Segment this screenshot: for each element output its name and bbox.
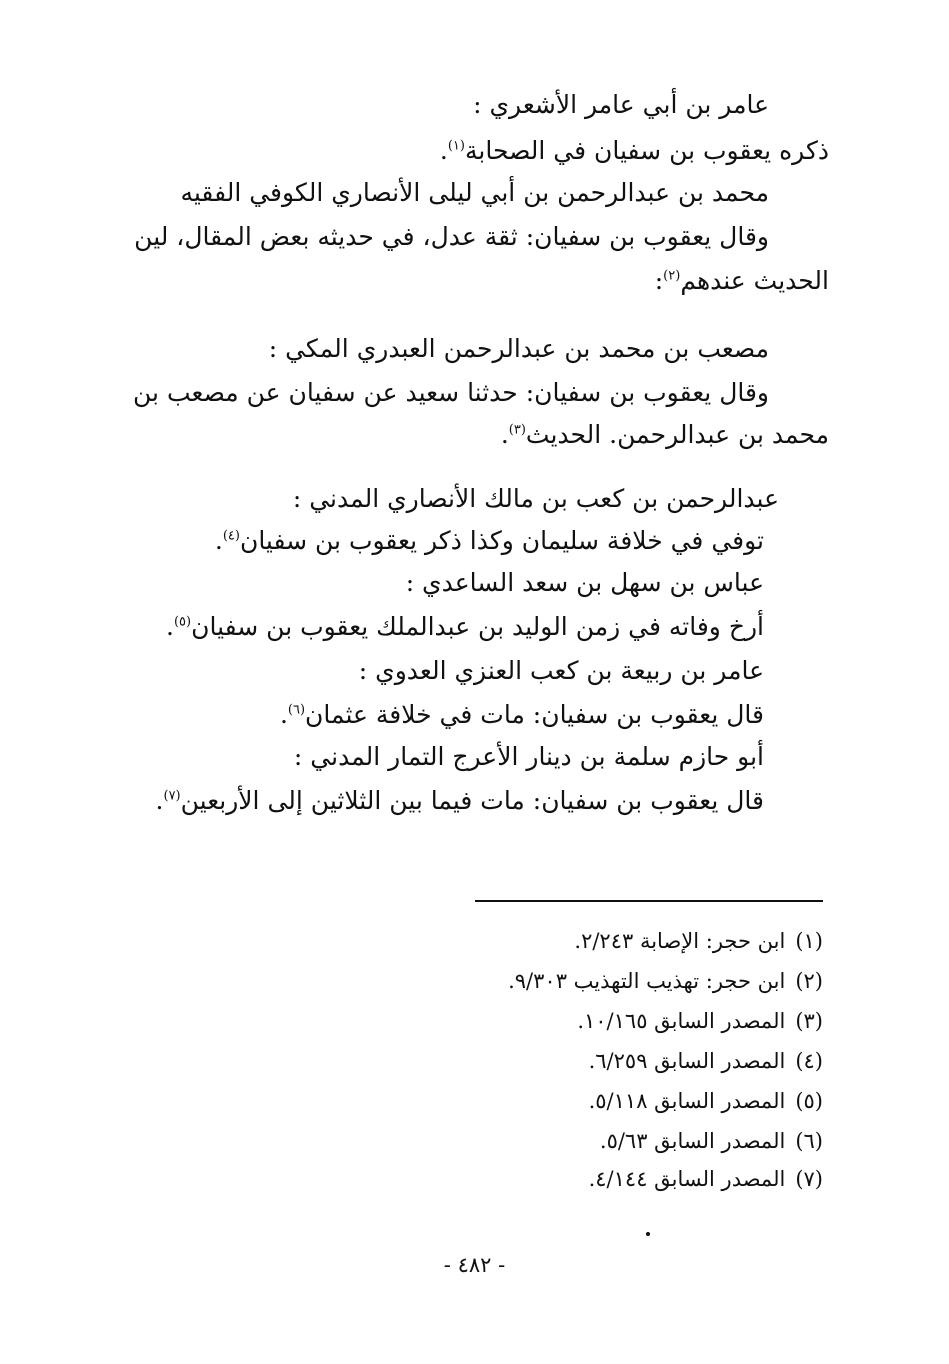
footnote-separator: [475, 900, 823, 902]
body-line: [501, 418, 829, 452]
footnote-number: (٢): [795, 969, 823, 993]
footnote-text: ابن حجر: تهذيب التهذيب ٩/٣٠٣.: [508, 969, 786, 993]
footnote-text: المصدر السابق ٥/٦٣.: [599, 1129, 786, 1153]
body-text: وقال يعقوب بن سفيان: ثقة عدل، في حديثه بعض المقال، لين: [134, 222, 769, 251]
footnote-text: المصدر السابق ١٠/١٦٥.: [577, 1009, 786, 1033]
footnote-number: (٧): [795, 1167, 823, 1191]
footnote: [589, 1086, 823, 1116]
body-text: قال يعقوب بن سفيان: مات في خلافة عثمان: [305, 700, 764, 729]
body-line: [134, 220, 769, 254]
footnote-number: (٦): [795, 1129, 823, 1153]
entry-heading: عامر بن ربيعة بن كعب العنزي العدوي :: [358, 656, 764, 685]
body-line: [156, 784, 764, 818]
entry-heading: أبو حازم سلمة بن دينار الأعرج التمار المدني :: [293, 742, 764, 771]
footnote-ref: (٦): [287, 702, 306, 718]
body-text: الحديث عندهم: [680, 266, 829, 295]
body-line: [180, 176, 769, 210]
footnote-text: ابن حجر: الإصابة ٢/٢٤٣.: [574, 929, 786, 953]
page-number: - ٤٨٢ -: [443, 1253, 506, 1277]
entry-heading: مصعب بن محمد بن عبدالرحمن العبدري المكي :: [268, 334, 769, 363]
body-punct: .: [166, 612, 174, 641]
footnote-number: (٥): [795, 1089, 823, 1113]
footnote-number: (٣): [795, 1009, 823, 1033]
footnote: [600, 1126, 823, 1156]
footnote: [508, 966, 823, 996]
body-line: [293, 482, 779, 516]
body-line: [406, 566, 764, 600]
stray-dot: [646, 1232, 650, 1236]
body-line: [269, 332, 769, 366]
body-text: قال يعقوب بن سفيان: مات فيما بين الثلاثين إلى الأربعين: [180, 786, 764, 815]
body-text: توفي في خلافة سليمان وكذا ذكر يعقوب بن سفيان: [239, 526, 764, 555]
body-line: [166, 610, 764, 644]
body-line: [359, 654, 764, 688]
body-line: [655, 264, 829, 298]
entry-heading: محمد بن عبدالرحمن بن أبي ليلى الأنصاري الكوفي الفقيه: [180, 178, 769, 207]
entry-heading: عامر بن أبي عامر الأشعري :: [473, 90, 769, 119]
footnote-ref: (٧): [163, 788, 181, 804]
footnote-number: (١): [795, 929, 823, 953]
footnote-text: المصدر السابق ٥/١١٨.: [588, 1089, 786, 1113]
body-line: [294, 740, 764, 774]
body-punct: .: [500, 420, 509, 449]
body-text: أرخ وفاته في زمن الوليد بن عبدالملك يعقوب بن سفيان: [191, 612, 764, 641]
body-line: [440, 134, 829, 168]
body-line: [280, 698, 764, 732]
footnote-text: المصدر السابق ٤/١٤٤.: [588, 1167, 786, 1191]
body-line: [473, 88, 769, 122]
footnote-ref: (٤): [222, 528, 240, 544]
footnote-text: المصدر السابق ٦/٢٥٩.: [588, 1049, 786, 1073]
footnote-ref: (٥): [173, 614, 192, 630]
footnote: [589, 1164, 823, 1194]
footnote-ref: (١): [447, 138, 465, 154]
entry-heading: عباس بن سهل بن سعد الساعدي :: [405, 568, 764, 597]
footnote-ref: (٣): [508, 422, 526, 438]
entry-heading: عبدالرحمن بن كعب بن مالك الأنصاري المدني :: [292, 484, 779, 513]
body-punct: .: [155, 786, 164, 815]
body-punct: .: [439, 136, 448, 165]
footnote-number: (٤): [795, 1049, 823, 1073]
footnote: [577, 1006, 823, 1036]
body-text: محمد بن عبدالرحمن. الحديث: [525, 420, 829, 449]
body-text: وقال يعقوب بن سفيان: حدثنا سعيد عن سفيان عن مصعب بن: [133, 378, 769, 407]
footnote: [574, 926, 823, 956]
body-line: [133, 376, 769, 410]
body-punct: .: [279, 700, 288, 729]
body-punct: .: [214, 526, 223, 555]
body-text: ذكره يعقوب بن سفيان في الصحابة: [464, 136, 829, 165]
footnote-ref: (٢): [663, 268, 681, 284]
body-punct: :: [654, 266, 664, 295]
footnote: [589, 1046, 823, 1076]
body-line: [215, 524, 764, 558]
